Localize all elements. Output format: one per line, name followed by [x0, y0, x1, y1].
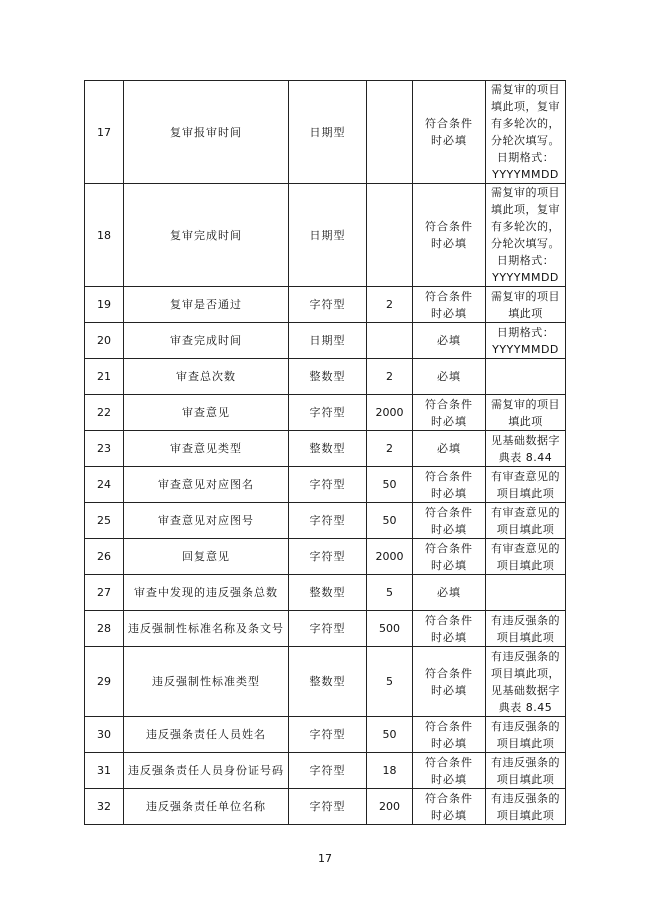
required-cell: [413, 539, 486, 575]
data-type-cell: 字符型: [289, 395, 367, 431]
note-line: YYYYMMDD: [492, 168, 559, 181]
note-line: 需复审的项目: [491, 397, 560, 411]
row-number-cell: 27: [85, 575, 124, 611]
note-line: 需复审的项目: [491, 83, 560, 96]
field-length-cell: 2: [367, 359, 413, 395]
note-line: 项目填此项: [496, 736, 555, 750]
table-row: [85, 753, 566, 789]
field-name-cell: 审查意见对应图名: [124, 467, 289, 503]
note-line: 填此项，复审: [491, 203, 560, 216]
note-line: 有多轮次的，: [491, 117, 560, 130]
required-cell: [413, 395, 486, 431]
note-line: 填此项: [508, 306, 543, 320]
data-type-cell: 日期型: [289, 323, 367, 359]
field-name-cell: 审查总次数: [124, 359, 289, 395]
field-name-cell: 回复意见: [124, 539, 289, 575]
row-number-cell: 26: [85, 539, 124, 575]
field-length-cell: 200: [367, 789, 413, 825]
required-line: 时必填: [431, 134, 467, 147]
data-type-cell: 整数型: [289, 431, 367, 467]
note-cell: [486, 647, 566, 717]
required-line: 必填: [437, 586, 461, 599]
row-number-cell: 21: [85, 359, 124, 395]
note-line: 填此项: [508, 414, 543, 428]
required-cell: [413, 575, 486, 611]
row-number-cell: 28: [85, 611, 124, 647]
field-length-cell: 2: [367, 431, 413, 467]
note-cell: [486, 323, 566, 359]
data-type-cell: 字符型: [289, 753, 367, 789]
field-length-cell: 2: [367, 287, 413, 323]
required-cell: [413, 717, 486, 753]
field-name-cell: 违反强制性标准类型: [124, 647, 289, 717]
note-line: 项目填此项: [496, 772, 555, 786]
required-cell: [413, 647, 486, 717]
field-name-cell: 复审完成时间: [124, 184, 289, 287]
data-type-cell: 字符型: [289, 467, 367, 503]
table-row: [85, 789, 566, 825]
required-line: 时必填: [431, 736, 467, 750]
note-line: 典表 8.44: [498, 450, 553, 464]
note-line: 项目填此项，: [491, 666, 560, 680]
table-row: [85, 539, 566, 575]
required-line: 时必填: [431, 486, 467, 500]
note-line: 日期格式：: [496, 151, 555, 164]
required-line: 时必填: [431, 414, 467, 428]
required-cell: [413, 359, 486, 395]
row-number-cell: 25: [85, 503, 124, 539]
required-cell: [413, 789, 486, 825]
note-cell: [486, 431, 566, 467]
note-cell: [486, 611, 566, 647]
required-line: 必填: [437, 334, 461, 347]
table-row: [85, 395, 566, 431]
required-line: 时必填: [431, 306, 467, 320]
note-line: 见基础数据字: [491, 683, 560, 697]
row-number-cell: 32: [85, 789, 124, 825]
field-length-cell: 5: [367, 647, 413, 717]
row-number-cell: 29: [85, 647, 124, 717]
row-number-cell: 20: [85, 323, 124, 359]
note-cell: [486, 575, 566, 611]
note-line: 有违反强条的: [491, 755, 560, 769]
table-row: [85, 287, 566, 323]
required-line: 时必填: [431, 558, 467, 572]
note-line: 有多轮次的，: [491, 220, 560, 233]
field-length-cell: 5: [367, 575, 413, 611]
data-type-cell: 字符型: [289, 789, 367, 825]
field-name-cell: 审查中发现的违反强条总数: [124, 575, 289, 611]
field-spec-table: [84, 80, 566, 825]
row-number-cell: 24: [85, 467, 124, 503]
note-cell: [486, 717, 566, 753]
field-name-cell: 复审是否通过: [124, 287, 289, 323]
field-name-cell: 复审报审时间: [124, 81, 289, 184]
note-cell: [486, 503, 566, 539]
note-line: 见基础数据字: [491, 433, 560, 447]
row-number-cell: 19: [85, 287, 124, 323]
table-row: [85, 81, 566, 184]
required-cell: [413, 611, 486, 647]
note-line: 有违反强条的: [491, 649, 560, 663]
field-length-cell: [367, 323, 413, 359]
required-line: 时必填: [431, 237, 467, 250]
field-length-cell: 2000: [367, 395, 413, 431]
field-name-cell: 审查意见对应图号: [124, 503, 289, 539]
required-line: 符合条件: [425, 469, 473, 483]
required-line: 必填: [437, 442, 461, 455]
required-line: 符合条件: [425, 719, 473, 733]
table-row: [85, 611, 566, 647]
note-cell: [486, 287, 566, 323]
note-cell: [486, 81, 566, 184]
page-number: 17: [318, 852, 332, 865]
required-line: 符合条件: [425, 220, 473, 233]
note-cell: [486, 184, 566, 287]
required-cell: [413, 81, 486, 184]
required-cell: [413, 287, 486, 323]
field-name-cell: 审查意见类型: [124, 431, 289, 467]
row-number-cell: 17: [85, 81, 124, 184]
note-line: 典表 8.45: [498, 700, 553, 714]
note-line: 日期格式：: [496, 254, 555, 267]
note-line: 分轮次填写。: [491, 134, 560, 147]
field-length-cell: [367, 81, 413, 184]
data-type-cell: 日期型: [289, 81, 367, 184]
note-line: 分轮次填写。: [491, 237, 560, 250]
note-line: 项目填此项: [496, 486, 555, 500]
row-number-cell: 18: [85, 184, 124, 287]
note-line: 项目填此项: [496, 522, 555, 536]
field-length-cell: 50: [367, 467, 413, 503]
required-line: 符合条件: [425, 541, 473, 555]
note-line: YYYYMMDD: [492, 342, 559, 356]
note-cell: [486, 359, 566, 395]
row-number-cell: 22: [85, 395, 124, 431]
note-line: 项目填此项: [496, 630, 555, 644]
required-cell: [413, 184, 486, 287]
data-type-cell: 字符型: [289, 503, 367, 539]
data-type-cell: 日期型: [289, 184, 367, 287]
field-name-cell: 违反强制性标准名称及条文号: [124, 611, 289, 647]
table-row: [85, 717, 566, 753]
note-cell: [486, 467, 566, 503]
data-type-cell: 整数型: [289, 647, 367, 717]
required-line: 符合条件: [425, 505, 473, 519]
field-name-cell: 违反强条责任人员身份证号码: [124, 753, 289, 789]
note-line: 填此项，复审: [491, 100, 560, 113]
table-row: [85, 359, 566, 395]
field-name-cell: 违反强条责任单位名称: [124, 789, 289, 825]
note-line: 项目填此项: [496, 808, 555, 822]
field-length-cell: 500: [367, 611, 413, 647]
required-line: 符合条件: [425, 666, 473, 680]
field-name-cell: 审查完成时间: [124, 323, 289, 359]
required-line: 时必填: [431, 630, 467, 644]
required-cell: [413, 467, 486, 503]
data-type-cell: 字符型: [289, 539, 367, 575]
table-row: [85, 575, 566, 611]
table-row: [85, 184, 566, 287]
note-cell: [486, 753, 566, 789]
required-line: 符合条件: [425, 755, 473, 769]
note-line: 有违反强条的: [491, 791, 560, 805]
data-type-cell: 整数型: [289, 575, 367, 611]
required-line: 必填: [437, 370, 461, 383]
required-line: 符合条件: [425, 397, 473, 411]
required-line: 符合条件: [425, 289, 473, 303]
required-cell: [413, 753, 486, 789]
field-length-cell: 50: [367, 717, 413, 753]
data-type-cell: 字符型: [289, 717, 367, 753]
field-length-cell: 18: [367, 753, 413, 789]
data-type-cell: 字符型: [289, 287, 367, 323]
table-row: [85, 431, 566, 467]
row-number-cell: 31: [85, 753, 124, 789]
note-line: 需复审的项目: [491, 289, 560, 303]
note-line: 有审查意见的: [491, 541, 560, 555]
required-cell: [413, 431, 486, 467]
note-line: 有违反强条的: [491, 613, 560, 627]
field-spec-table-body: [85, 81, 566, 825]
table-row: [85, 323, 566, 359]
table-row: [85, 467, 566, 503]
table-row: [85, 647, 566, 717]
required-line: 符合条件: [425, 117, 473, 130]
field-name-cell: 审查意见: [124, 395, 289, 431]
note-cell: [486, 395, 566, 431]
required-line: 时必填: [431, 683, 467, 697]
required-cell: [413, 323, 486, 359]
data-type-cell: 字符型: [289, 611, 367, 647]
note-line: 有审查意见的: [491, 469, 560, 483]
note-line: 需复审的项目: [491, 186, 560, 199]
required-line: 符合条件: [425, 613, 473, 627]
required-cell: [413, 503, 486, 539]
field-length-cell: 2000: [367, 539, 413, 575]
note-line: 有违反强条的: [491, 719, 560, 733]
required-line: 符合条件: [425, 791, 473, 805]
note-line: 日期格式：: [496, 325, 555, 339]
required-line: 时必填: [431, 772, 467, 786]
note-line: 项目填此项: [496, 558, 555, 572]
field-length-cell: 50: [367, 503, 413, 539]
row-number-cell: 23: [85, 431, 124, 467]
note-line: YYYYMMDD: [492, 271, 559, 284]
note-cell: [486, 539, 566, 575]
table-row: [85, 503, 566, 539]
required-line: 时必填: [431, 808, 467, 822]
note-line: 有审查意见的: [491, 505, 560, 519]
required-line: 时必填: [431, 522, 467, 536]
note-cell: [486, 789, 566, 825]
field-name-cell: 违反强条责任人员姓名: [124, 717, 289, 753]
field-length-cell: [367, 184, 413, 287]
row-number-cell: 30: [85, 717, 124, 753]
data-type-cell: 整数型: [289, 359, 367, 395]
